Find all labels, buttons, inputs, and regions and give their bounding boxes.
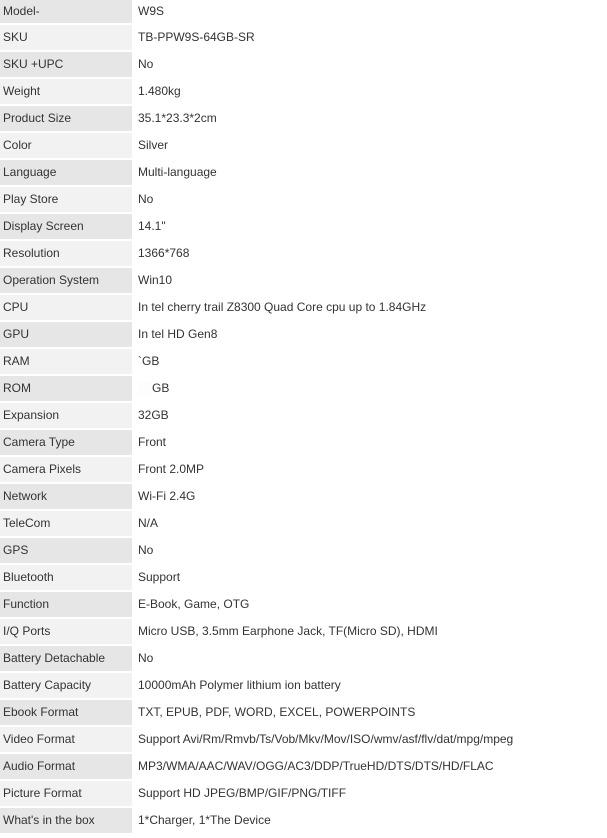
- spec-label: Language: [0, 159, 131, 186]
- spec-value: MP3/WMA/AAC/WAV/OGG/AC3/DDP/TrueHD/DTS/DTS/HD/FLAC: [131, 753, 597, 780]
- spec-row: [0, 537, 597, 564]
- spec-row: [0, 24, 597, 51]
- spec-label: CPU: [0, 294, 131, 321]
- spec-row: [0, 294, 597, 321]
- spec-label: Color: [0, 132, 131, 159]
- spec-row: [0, 267, 597, 294]
- spec-value: No: [131, 186, 597, 213]
- spec-row: [0, 726, 597, 753]
- spec-value: W9S: [131, 0, 597, 24]
- spec-row: [0, 105, 597, 132]
- spec-value: N/A: [131, 510, 597, 537]
- spec-value: TB-PPW9S-64GB-SR: [131, 24, 597, 51]
- spec-value: No: [131, 51, 597, 78]
- spec-row: [0, 645, 597, 672]
- spec-value: Support HD JPEG/BMP/GIF/PNG/TIFF: [131, 780, 597, 807]
- spec-label: Display Screen: [0, 213, 131, 240]
- spec-row: [0, 699, 597, 726]
- spec-label: I/Q Ports: [0, 618, 131, 645]
- spec-row: [0, 132, 597, 159]
- spec-label: Function: [0, 591, 131, 618]
- spec-row: [0, 780, 597, 807]
- spec-value: E-Book, Game, OTG: [131, 591, 597, 618]
- spec-value: No: [131, 645, 597, 672]
- spec-label: Audio Format: [0, 753, 131, 780]
- spec-row: [0, 807, 597, 834]
- spec-value: Multi-language: [131, 159, 597, 186]
- spec-row: [0, 753, 597, 780]
- spec-row: [0, 483, 597, 510]
- spec-value: In tel HD Gen8: [131, 321, 597, 348]
- spec-value: 35.1*23.3*2cm: [131, 105, 597, 132]
- spec-value: TXT, EPUB, PDF, WORD, EXCEL, POWERPOINTS: [131, 699, 597, 726]
- spec-row: [0, 240, 597, 267]
- spec-row: [0, 159, 597, 186]
- spec-value: Wi-Fi 2.4G: [131, 483, 597, 510]
- spec-row: [0, 213, 597, 240]
- spec-label: What's in the box: [0, 807, 131, 834]
- spec-label: Battery Capacity: [0, 672, 131, 699]
- spec-row: [0, 78, 597, 105]
- spec-value: Front: [131, 429, 597, 456]
- spec-value: In tel cherry trail Z8300 Quad Core cpu up to 1.84GHz: [131, 294, 597, 321]
- spec-label: SKU: [0, 24, 131, 51]
- spec-label: GPS: [0, 537, 131, 564]
- spec-row: [0, 186, 597, 213]
- spec-value: 10000mAh Polymer lithium ion battery: [131, 672, 597, 699]
- spec-value: 1.480kg: [131, 78, 597, 105]
- spec-value: Micro USB, 3.5mm Earphone Jack, TF(Micro SD), HDMI: [131, 618, 597, 645]
- spec-value: 14.1": [131, 213, 597, 240]
- spec-value: Win10: [131, 267, 597, 294]
- spec-value: Front 2.0MP: [131, 456, 597, 483]
- spec-row: [0, 510, 597, 537]
- spec-label: Model-: [0, 0, 131, 24]
- spec-label: Network: [0, 483, 131, 510]
- spec-label: Play Store: [0, 186, 131, 213]
- spec-row: [0, 348, 597, 375]
- spec-label: Camera Pixels: [0, 456, 131, 483]
- spec-row: [0, 375, 597, 402]
- spec-label: Weight: [0, 78, 131, 105]
- spec-value: 1*Charger, 1*The Device: [131, 807, 597, 834]
- spec-row: [0, 402, 597, 429]
- spec-label: Expansion: [0, 402, 131, 429]
- spec-row: [0, 0, 597, 24]
- spec-row: [0, 51, 597, 78]
- spec-label: Ebook Format: [0, 699, 131, 726]
- spec-label: RAM: [0, 348, 131, 375]
- spec-label: Camera Type: [0, 429, 131, 456]
- spec-row: [0, 429, 597, 456]
- spec-row: [0, 672, 597, 699]
- spec-label: Battery Detachable: [0, 645, 131, 672]
- spec-row: [0, 456, 597, 483]
- spec-label: Video Format: [0, 726, 131, 753]
- spec-value: `GB: [131, 348, 597, 375]
- rom-value-text: GB: [152, 381, 170, 395]
- spec-label: Resolution: [0, 240, 131, 267]
- redaction-block: [138, 382, 152, 396]
- spec-row: [0, 591, 597, 618]
- spec-label: Operation System: [0, 267, 131, 294]
- spec-label: TeleCom: [0, 510, 131, 537]
- spec-value: 32GB: [131, 402, 597, 429]
- spec-value: Support Avi/Rm/Rmvb/Ts/Vob/Mkv/Mov/ISO/wmv/asf/flv/dat/mpg/mpeg: [131, 726, 597, 753]
- spec-value: 1366*768: [131, 240, 597, 267]
- spec-value: Support: [131, 564, 597, 591]
- spec-row: [0, 564, 597, 591]
- spec-label: SKU +UPC: [0, 51, 131, 78]
- spec-label: Bluetooth: [0, 564, 131, 591]
- spec-label: GPU: [0, 321, 131, 348]
- spec-label: ROM: [0, 375, 131, 402]
- spec-row: [0, 321, 597, 348]
- spec-label: Product Size: [0, 105, 131, 132]
- spec-value: Silver: [131, 132, 597, 159]
- spec-label: Picture Format: [0, 780, 131, 807]
- spec-value: No: [131, 537, 597, 564]
- spec-value: [131, 375, 597, 402]
- spec-row: [0, 618, 597, 645]
